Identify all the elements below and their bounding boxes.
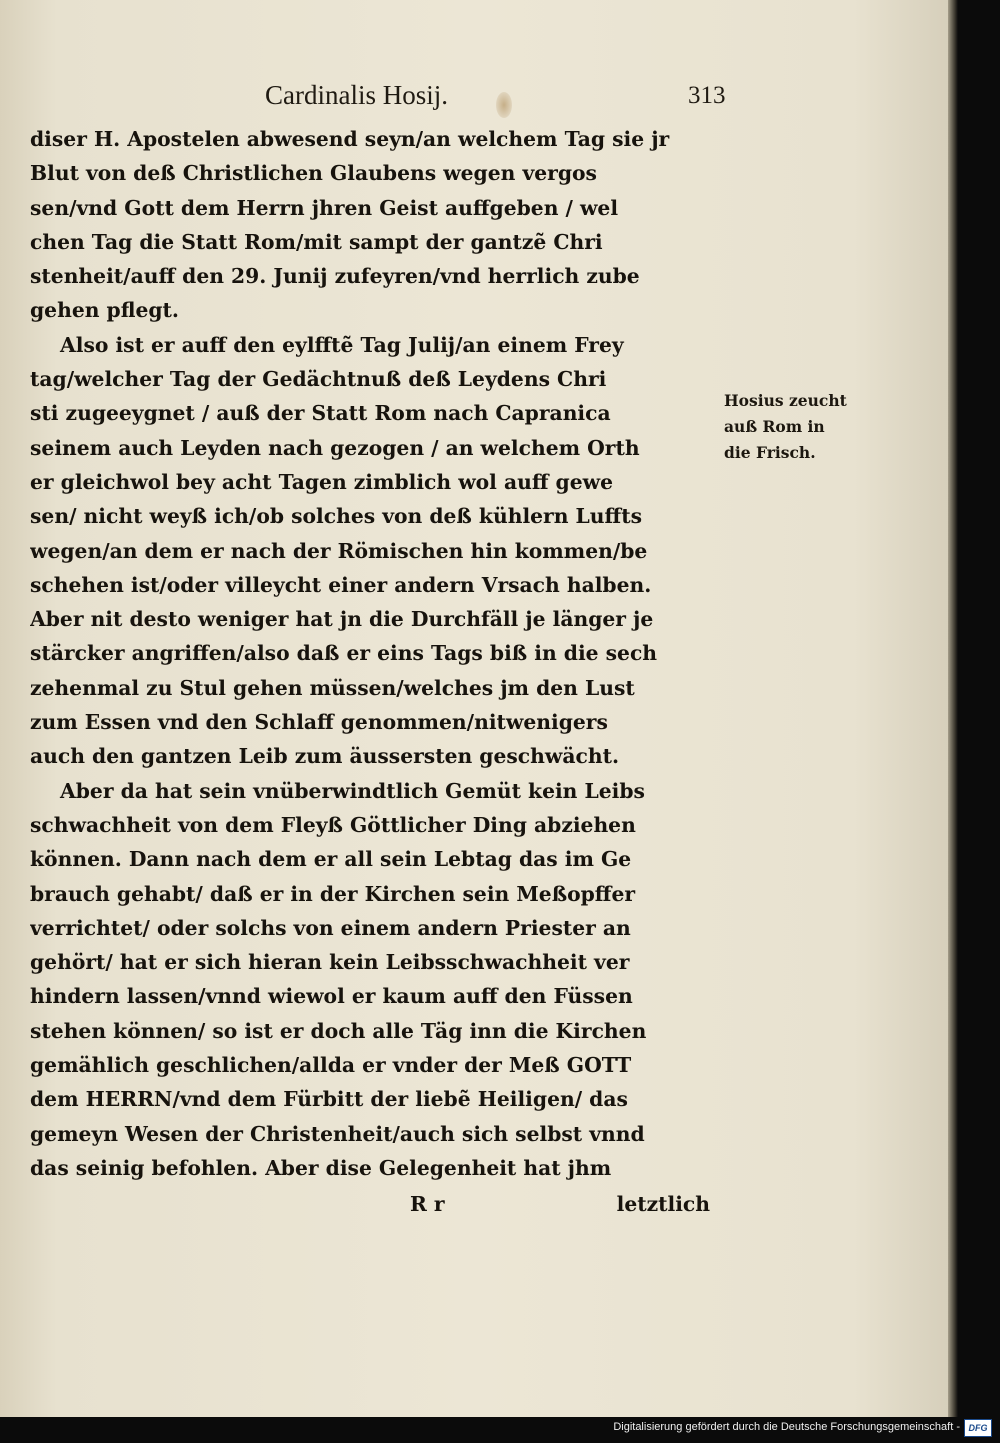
text-line: wegen/an dem er nach der Römischen hin kommen/be: [30, 538, 648, 563]
body-text: [30, 122, 720, 1185]
paper-stain: [496, 92, 512, 118]
text-line: stärcker angriffen/also daß er eins Tags biß in die sech: [30, 641, 658, 666]
catchword: letztlich: [616, 1192, 710, 1216]
signature-mark: R r: [410, 1192, 445, 1216]
text-line: hindern lassen/vnnd wiewol er kaum auff den Füssen: [30, 984, 633, 1009]
text-line: seinem auch Leyden nach gezogen / an welchem Orth: [30, 435, 640, 460]
catch-row: [410, 1192, 720, 1226]
text-line: Aber nit desto weniger hat jn die Durchfäll je länger je: [30, 607, 654, 632]
text-line: brauch gehabt/ daß er in der Kirchen sein Meßopffer: [30, 881, 636, 906]
text-line: tag/welcher Tag der Gedächtnuß deß Leydens Chri: [30, 367, 607, 392]
text-line: sen/ nicht weyß ich/ob solches von deß kühlern Luffts: [30, 504, 642, 529]
text-line: gemählich geschlichen/allda er vnder der Meß GOTT: [30, 1053, 632, 1078]
funding-note: Digitalisierung gefördert durch die Deutsche Forschungsgemeinschaft -: [613, 1421, 960, 1433]
text-line: Blut von deß Christlichen Glaubens wegen vergos: [30, 161, 597, 186]
marginal-note-line: Hosius zeucht: [724, 391, 847, 410]
text-line: sti zugeeygnet / auß der Statt Rom nach Capranica: [30, 401, 611, 426]
marginal-note-line: die Frisch.: [724, 443, 816, 462]
text-line: stenheit/auff den 29. Junij zufeyren/vnd herrlich zube: [30, 264, 640, 289]
text-line: dem HERRN/vnd dem Fürbitt der liebẽ Heiligen/ das: [30, 1087, 628, 1112]
text-line: schwachheit von dem Fleyß Göttlicher Ding abziehen: [30, 812, 636, 837]
text-line: können. Dann nach dem er all sein Lebtag das im Ge: [30, 847, 632, 872]
text-line: gemeyn Wesen der Christenheit/auch sich selbst vnnd: [30, 1121, 645, 1146]
text-line: Aber da hat sein vnüberwindtlich Gemüt kein Leibs: [60, 778, 645, 803]
dfg-logo: DFG: [964, 1419, 992, 1437]
text-line: Also ist er auff den eylfftẽ Tag Julij/an einem Frey: [60, 332, 624, 357]
text-line: diser H. Apostelen abwesend seyn/an welchem Tag sie jr: [30, 127, 670, 151]
text-line: er gleichwol bey acht Tagen zimblich wol auff gewe: [30, 469, 613, 494]
text-line: gehen pflegt.: [30, 298, 179, 323]
text-line: verrichtet/ oder solchs von einem andern Priester an: [30, 915, 631, 940]
marginal-note-line: auß Rom in: [724, 417, 825, 436]
text-line: sen/vnd Gott dem Herrn jhren Geist auffgeben / wel: [30, 195, 619, 220]
text-line: auch den gantzen Leib zum äussersten geschwächt.: [30, 744, 620, 769]
text-line: gehört/ hat er sich hieran kein Leibsschwachheit ver: [30, 950, 630, 975]
text-line: das seinig befohlen. Aber dise Gelegenheit hat jhm: [30, 1155, 612, 1180]
page-number: 313: [688, 82, 726, 109]
text-line: zum Essen vnd den Schlaff genommen/nitwenigers: [30, 710, 608, 735]
page-edge: [948, 0, 958, 1417]
marginal-note: [724, 388, 864, 466]
text-line: schehen ist/oder villeycht einer andern Vrsach halben.: [30, 572, 652, 597]
running-head: Cardinalis Hosij.: [265, 80, 448, 110]
text-line: chen Tag die Statt Rom/mit sampt der gantzẽ Chri: [30, 229, 603, 254]
text-line: stehen können/ so ist er doch alle Täg inn die Kirchen: [30, 1018, 647, 1043]
text-line: zehenmal zu Stul gehen müssen/welches jm den Lust: [30, 675, 635, 700]
